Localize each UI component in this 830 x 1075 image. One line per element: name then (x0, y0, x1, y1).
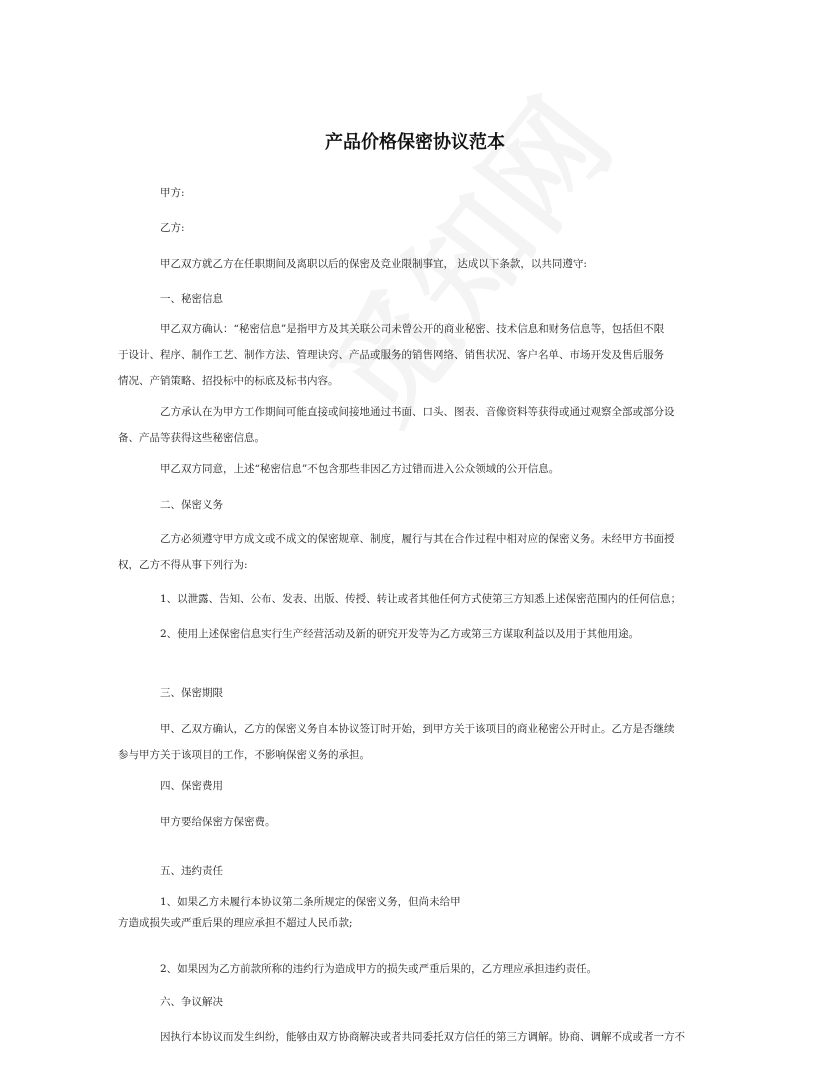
document-title: 产品价格保密协议范本 (325, 132, 505, 153)
section-6-paragraph-1: 因执行本协议而发生纠纷，能够由双方协商解决或者共同委托双方信任的第三方调解。协商、调解不成或者一方不 (160, 1031, 685, 1043)
section-1-heading: 一、秘密信息 (160, 293, 223, 305)
text-line: 参与甲方关于该项目的工作，不影响保密义务的承担。 (118, 749, 370, 761)
text-line: 情况、产销策略、招投标中的标底及标书内容。 (118, 375, 339, 387)
section-1-paragraph-3: 甲乙双方同意，上述“秘密信息”不包含那些非因乙方过错而进入公众领域的公开信息。 (160, 463, 560, 475)
section-4-paragraph-1: 甲方要给保密方保密费。 (160, 816, 276, 828)
text-line: 权，乙方不得从事下列行为: (118, 559, 248, 571)
section-6-heading: 六、争议解决 (160, 996, 223, 1008)
text-line: 甲乙双方确认：“秘密信息”是指甲方及其关联公司未曾公开的商业秘密、技术信息和财务信息等，包括但不限 (160, 323, 665, 335)
section-5-item-1-line-2: 方造成损失或严重后果的理应承担不超过人民币款; (118, 917, 353, 929)
section-2-item-1: 1、以泄露、告知、公布、发表、出版、传授、转让或者其他任何方式使第三方知悉上述保密范围内的任何信息； (160, 593, 682, 605)
text-line: 备、产品等获得这些秘密信息。 (118, 432, 265, 444)
section-5-item-2: 2、如果因为乙方前款所称的违约行为造成甲方的损失或严重后果的，乙方理应承担违约责任。 (160, 963, 598, 975)
text-line: 于设计、程序、制作工艺、制作方法、管理诀窍、产品或服务的销售网络、销售状况、客户名单、市场开发及售后服务 (118, 349, 664, 361)
party-b-label: 乙方: (160, 222, 185, 234)
party-a-label: 甲方: (160, 187, 185, 199)
section-2-heading: 二、保密义务 (160, 499, 223, 511)
section-3-heading: 三、保密期限 (160, 687, 223, 699)
section-2-item-2: 2、使用上述保密信息实行生产经营活动及新的研究开发等为乙方或第三方谋取利益以及用于其他用途。 (160, 628, 640, 640)
section-4-heading: 四、保密费用 (160, 780, 223, 792)
intro-paragraph: 甲乙双方就乙方在任职期间及离职以后的保密及竞业限制事宜， 达成以下条款，以共同遵守: (160, 258, 587, 270)
section-1-paragraph-2 (118, 399, 675, 451)
text-line: 乙方承认在为甲方工作期间可能直接或间接地通过书面、口头、图表、音像资料等获得或通过观察全部或部分设 (160, 406, 675, 418)
section-5-heading: 五、违约责任 (160, 865, 223, 877)
section-1-paragraph-1 (118, 316, 664, 394)
text-line: 乙方必须遵守甲方成文或不成文的保密规章、制度，履行与其在合作过程中相对应的保密义务。未经甲方书面授 (160, 533, 675, 545)
section-5-item-1-line-1: 1、如果乙方未履行本协议第二条所规定的保密义务，但尚未给甲 (160, 896, 461, 908)
section-3-paragraph-1 (118, 716, 675, 768)
section-2-paragraph-1 (118, 526, 675, 578)
text-line: 甲、乙双方确认，乙方的保密义务自本协议签订时开始，到甲方关于该项目的商业秘密公开时止。乙方是否继续 (160, 723, 675, 735)
